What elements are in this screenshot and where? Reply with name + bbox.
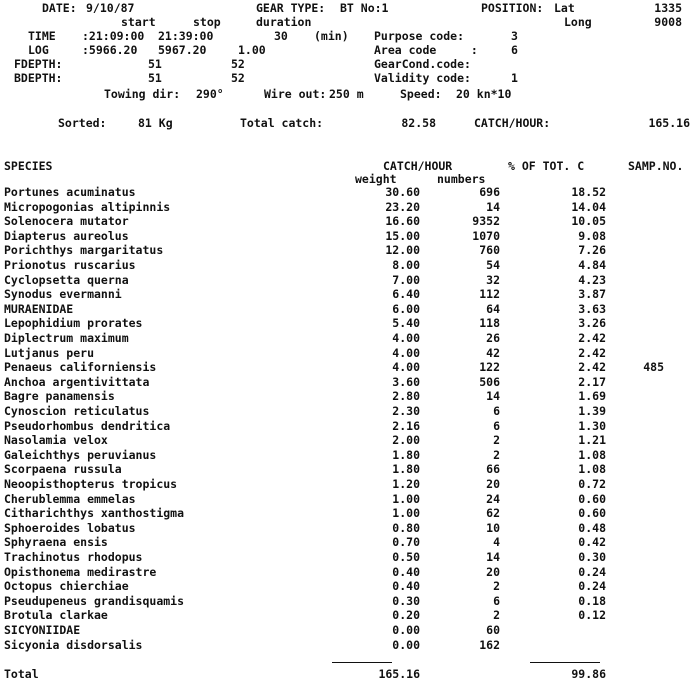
log-label: LOG — [28, 43, 49, 57]
species-name: SICYONIIDAE — [4, 623, 81, 637]
species-name: Cynoscion reticulatus — [4, 404, 150, 418]
log-duration: 1.00 — [238, 43, 266, 57]
species-name: Brotula clarkae — [4, 608, 108, 622]
wire-label: Wire out: — [264, 87, 327, 101]
gearcond-label: GearCond.code: — [374, 57, 471, 71]
weight-value: 16.60 — [385, 214, 420, 228]
weight-value: 3.60 — [392, 375, 420, 389]
pct-header: % OF TOT. C — [508, 159, 585, 173]
weight-value: 5.40 — [392, 316, 420, 330]
log-stop: 5967.20 — [158, 43, 207, 57]
pct-value: 0.72 — [578, 477, 606, 491]
weight-value: 0.70 — [392, 535, 420, 549]
species-name: Penaeus californiensis — [4, 360, 157, 374]
weight-value: 23.20 — [385, 200, 420, 214]
start-label: start — [121, 15, 156, 29]
pct-value: 2.17 — [578, 375, 606, 389]
pct-value: 0.48 — [578, 521, 606, 535]
species-name: Lepophidium prorates — [4, 316, 143, 330]
numbers-value: 112 — [479, 287, 500, 301]
species-name: Pseudupeneus grandisquamis — [4, 594, 185, 608]
weight-value: 0.50 — [392, 550, 420, 564]
numbers-value: 506 — [479, 375, 500, 389]
numbers-value: 20 — [486, 477, 500, 491]
numbers-value: 760 — [479, 243, 500, 257]
numbers-value: 6 — [493, 594, 500, 608]
weight-value: 0.80 — [392, 521, 420, 535]
weight-header: weight — [355, 172, 397, 186]
weight-value: 6.00 — [392, 302, 420, 316]
species-name: Sphyraena ensis — [4, 535, 108, 549]
weight-value: 0.00 — [392, 623, 420, 637]
weight-total-rule — [332, 662, 392, 663]
pct-value: 0.60 — [578, 506, 606, 520]
numbers-value: 4 — [493, 535, 500, 549]
species-name: Portunes acuminatus — [4, 185, 136, 199]
species-name: Porichthys margaritatus — [4, 243, 164, 257]
total-catch-value: 82.58 — [401, 116, 436, 130]
pct-value: 1.08 — [578, 462, 606, 476]
total-pct-value: 99.86 — [571, 667, 606, 681]
lat-value: 1335 — [654, 1, 682, 15]
lat-label: Lat — [554, 1, 575, 15]
catch-hour-value: 165.16 — [648, 116, 690, 130]
pct-value: 0.24 — [578, 565, 606, 579]
numbers-value: 2 — [493, 433, 500, 447]
species-name: Diplectrum maximum — [4, 331, 129, 345]
weight-value: 12.00 — [385, 243, 420, 257]
pct-value: 1.21 — [578, 433, 606, 447]
numbers-value: 6 — [493, 404, 500, 418]
species-name: Bagre panamensis — [4, 389, 115, 403]
species-name: Nasolamia velox — [4, 433, 108, 447]
catch-hour-label: CATCH/HOUR: — [474, 116, 551, 130]
species-name: Sphoeroides lobatus — [4, 521, 136, 535]
species-name: Solenocera mutator — [4, 214, 129, 228]
total-weight-value: 165.16 — [378, 667, 420, 681]
weight-value: 1.80 — [392, 462, 420, 476]
sorted-label: Sorted: — [58, 116, 107, 130]
pct-value: 10.05 — [571, 214, 606, 228]
position-label: POSITION: — [481, 1, 544, 15]
species-name: Diapterus aureolus — [4, 229, 129, 243]
wire-value: 250 m — [329, 87, 364, 101]
time-start: :21:09:00 — [82, 29, 145, 43]
weight-value: 0.40 — [392, 565, 420, 579]
sorted-value: 81 Kg — [138, 116, 173, 130]
total-catch-label: Total catch: — [240, 116, 324, 130]
purpose-value: 3 — [511, 29, 518, 43]
species-name: Opisthonema medirastre — [4, 565, 157, 579]
numbers-value: 1070 — [472, 229, 500, 243]
weight-value: 6.40 — [392, 287, 420, 301]
pct-value: 0.18 — [578, 594, 606, 608]
species-name: Cherublemma emmelas — [4, 492, 136, 506]
pct-value: 2.42 — [578, 331, 606, 345]
weight-value: 0.40 — [392, 579, 420, 593]
weight-value: 2.80 — [392, 389, 420, 403]
area-label: Area code : — [374, 43, 478, 57]
duration-unit: (min) — [314, 29, 349, 43]
weight-value: 0.30 — [392, 594, 420, 608]
weight-value: 4.00 — [392, 331, 420, 345]
pct-value: 3.87 — [578, 287, 606, 301]
weight-value: 1.00 — [392, 506, 420, 520]
duration-value: 30 — [274, 29, 288, 43]
date-value: 9/10/87 — [86, 1, 135, 15]
weight-value: 8.00 — [392, 258, 420, 272]
weight-value: 2.00 — [392, 433, 420, 447]
numbers-value: 54 — [486, 258, 500, 272]
numbers-value: 60 — [486, 623, 500, 637]
pct-value: 1.69 — [578, 389, 606, 403]
pct-value: 1.39 — [578, 404, 606, 418]
numbers-value: 24 — [486, 492, 500, 506]
weight-value: 0.00 — [392, 638, 420, 652]
numbers-value: 118 — [479, 316, 500, 330]
towing-label: Towing dir: — [104, 87, 181, 101]
pct-value: 7.26 — [578, 243, 606, 257]
catch-hour-header: CATCH/HOUR — [383, 159, 453, 173]
numbers-value: 162 — [479, 638, 500, 652]
weight-value: 2.30 — [392, 404, 420, 418]
area-value: 6 — [511, 43, 518, 57]
pct-value: 4.23 — [578, 273, 606, 287]
species-name: Galeichthys peruvianus — [4, 448, 157, 462]
pct-value: 2.42 — [578, 346, 606, 360]
weight-value: 7.00 — [392, 273, 420, 287]
pct-value: 3.63 — [578, 302, 606, 316]
pct-value: 0.30 — [578, 550, 606, 564]
species-name: Sicyonia disdorsalis — [4, 638, 143, 652]
species-name: Prionotus ruscarius — [4, 258, 136, 272]
species-name: Trachinotus rhodopus — [4, 550, 143, 564]
species-name: Citharichthys xanthostigma — [4, 506, 185, 520]
validity-value: 1 — [511, 71, 518, 85]
pct-value: 4.84 — [578, 258, 606, 272]
weight-value: 30.60 — [385, 185, 420, 199]
fdepth-label: FDEPTH: — [14, 57, 63, 71]
weight-value: 1.00 — [392, 492, 420, 506]
weight-value: 1.80 — [392, 448, 420, 462]
pct-value: 1.30 — [578, 419, 606, 433]
numbers-value: 9352 — [472, 214, 500, 228]
date-label: DATE: — [42, 1, 77, 15]
species-header: SPECIES — [4, 159, 53, 173]
pct-value: 14.04 — [571, 200, 606, 214]
pct-value: 0.24 — [578, 579, 606, 593]
bdepth-stop: 52 — [231, 71, 245, 85]
species-name: Octopus chierchiae — [4, 579, 129, 593]
species-name: Synodus evermanni — [4, 287, 122, 301]
towing-value: 290° — [196, 87, 224, 101]
species-name: Neoopisthopterus tropicus — [4, 477, 178, 491]
fdepth-stop: 52 — [231, 57, 245, 71]
speed-value: 20 kn*10 — [456, 87, 512, 101]
total-label: Total — [4, 667, 39, 681]
time-label: TIME — [28, 29, 56, 43]
numbers-value: 696 — [479, 185, 500, 199]
numbers-value: 6 — [493, 419, 500, 433]
log-start: :5966.20 — [82, 43, 138, 57]
weight-value: 4.00 — [392, 360, 420, 374]
numbers-value: 62 — [486, 506, 500, 520]
long-value: 9008 — [654, 15, 682, 29]
numbers-value: 2 — [493, 608, 500, 622]
numbers-value: 2 — [493, 579, 500, 593]
purpose-label: Purpose code: — [374, 29, 465, 43]
long-label: Long — [564, 15, 592, 29]
numbers-value: 14 — [486, 550, 500, 564]
species-name: Scorpaena russula — [4, 462, 122, 476]
weight-value: 4.00 — [392, 346, 420, 360]
pct-value: 0.60 — [578, 492, 606, 506]
numbers-value: 66 — [486, 462, 500, 476]
speed-label: Speed: — [400, 87, 442, 101]
weight-value: 15.00 — [385, 229, 420, 243]
time-stop: 21:39:00 — [158, 29, 214, 43]
numbers-value: 14 — [486, 389, 500, 403]
numbers-value: 10 — [486, 521, 500, 535]
pct-value: 3.26 — [578, 316, 606, 330]
species-name: Micropogonias altipinnis — [4, 200, 171, 214]
pct-value: 0.12 — [578, 608, 606, 622]
fdepth-start: 51 — [148, 57, 162, 71]
samp-no-value: 485 — [643, 360, 664, 374]
pct-value: 9.08 — [578, 229, 606, 243]
gear-type-value: BT No:1 — [340, 1, 389, 15]
bdepth-start: 51 — [148, 71, 162, 85]
gear-type-label: GEAR TYPE: — [256, 1, 326, 15]
numbers-value: 20 — [486, 565, 500, 579]
numbers-header: numbers — [437, 172, 486, 186]
species-name: MURAENIDAE — [4, 302, 74, 316]
samp-no-header: SAMP.NO. — [628, 159, 684, 173]
numbers-value: 26 — [486, 331, 500, 345]
species-name: Cyclopsetta querna — [4, 273, 129, 287]
species-name: Anchoa argentivittata — [4, 375, 150, 389]
numbers-value: 32 — [486, 273, 500, 287]
numbers-value: 122 — [479, 360, 500, 374]
bdepth-label: BDEPTH: — [14, 71, 63, 85]
numbers-value: 42 — [486, 346, 500, 360]
species-name: Pseudorhombus dendritica — [4, 419, 171, 433]
numbers-value: 14 — [486, 200, 500, 214]
species-name: Lutjanus peru — [4, 346, 95, 360]
weight-value: 1.20 — [392, 477, 420, 491]
numbers-value: 64 — [486, 302, 500, 316]
pct-value: 2.42 — [578, 360, 606, 374]
stop-label: stop — [193, 15, 221, 29]
pct-total-rule — [530, 662, 600, 663]
weight-value: 2.16 — [392, 419, 420, 433]
numbers-value: 2 — [493, 448, 500, 462]
pct-value: 0.42 — [578, 535, 606, 549]
pct-value: 18.52 — [571, 185, 606, 199]
duration-label: duration — [256, 15, 312, 29]
pct-value: 1.08 — [578, 448, 606, 462]
validity-label: Validity code: — [374, 71, 471, 85]
weight-value: 0.20 — [392, 608, 420, 622]
